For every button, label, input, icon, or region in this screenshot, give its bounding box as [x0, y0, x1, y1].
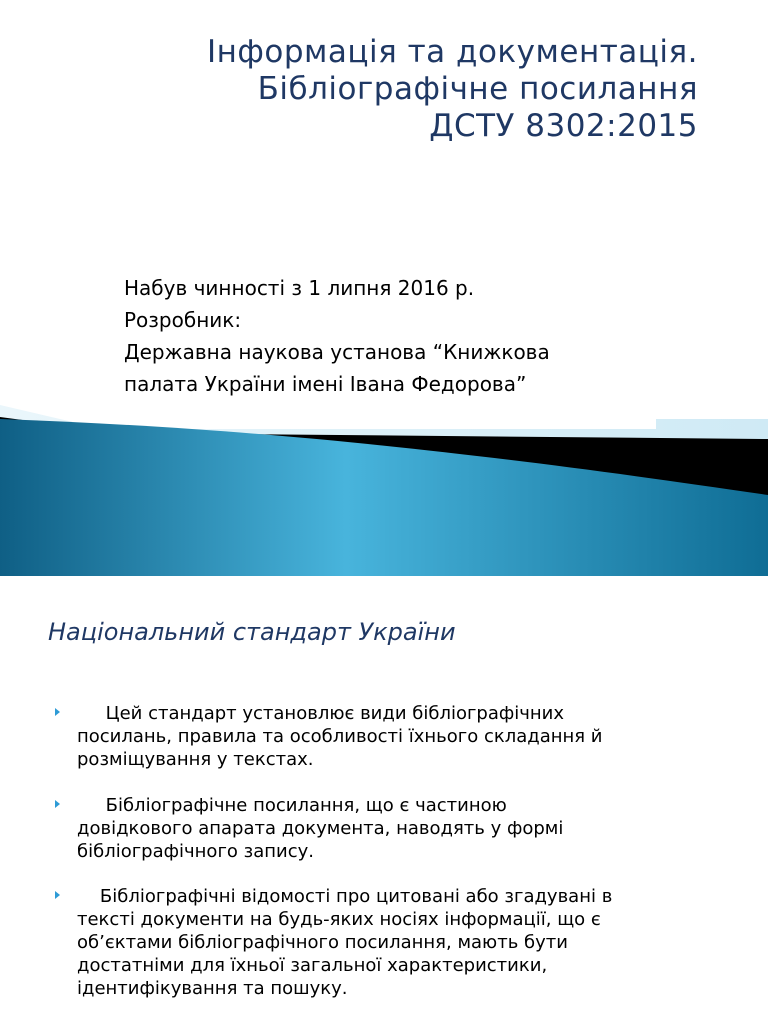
bullet-line: Бібліографічне посилання, що є частиною — [77, 795, 507, 816]
bullet-text — [77, 794, 727, 863]
title-line: ДСТУ 8302:2015 — [429, 108, 698, 144]
bullet-line: Цей стандарт установлює види бібліографічних — [77, 703, 565, 724]
subtitle-line: Державна наукова установа “Книжкова — [124, 340, 550, 364]
subtitle-line: Розробник: — [124, 308, 242, 332]
bullet-arrow-icon — [55, 708, 60, 716]
subtitle-line: Набув чинності з 1 липня 2016 р. — [124, 276, 475, 300]
subtitle-line: палата України імені Івана Федорова” — [124, 372, 527, 396]
bullet-line: об’єктами бібліографічного посилання, мають бути — [77, 932, 568, 953]
title-line: Інформація та документація. — [206, 34, 698, 70]
slide-subtitle — [124, 272, 684, 400]
bullet-line: розміщування у текстах. — [77, 749, 314, 770]
bullet-line: ідентифікування та пошуку. — [77, 978, 348, 999]
slide-standard — [0, 576, 768, 1024]
bullet-text — [77, 702, 727, 771]
bullet-line: тексті документи на будь-яких носіях інформації, що є — [77, 909, 601, 930]
bullet-line: довідкового апарата документа, наводять у формі — [77, 818, 564, 839]
slide-heading: Національний стандарт України — [48, 618, 456, 646]
bullet-line: посилань, правила та особливості їхнього складання й — [77, 726, 603, 747]
bullet-line: Бібліографічні відомості про цитовані або згадувані в — [77, 886, 613, 907]
bullet-line: достатніми для їхньої загальної характеристики, — [77, 955, 548, 976]
bullet-line: бібліографічного запису. — [77, 841, 314, 862]
bullet-arrow-icon — [55, 800, 60, 808]
decorative-wave-band — [0, 405, 768, 576]
title-line: Бібліографічне посилання — [257, 71, 698, 107]
bullet-text — [77, 885, 727, 1000]
bullet-arrow-icon — [55, 891, 60, 899]
slide-title-heading — [120, 34, 698, 145]
